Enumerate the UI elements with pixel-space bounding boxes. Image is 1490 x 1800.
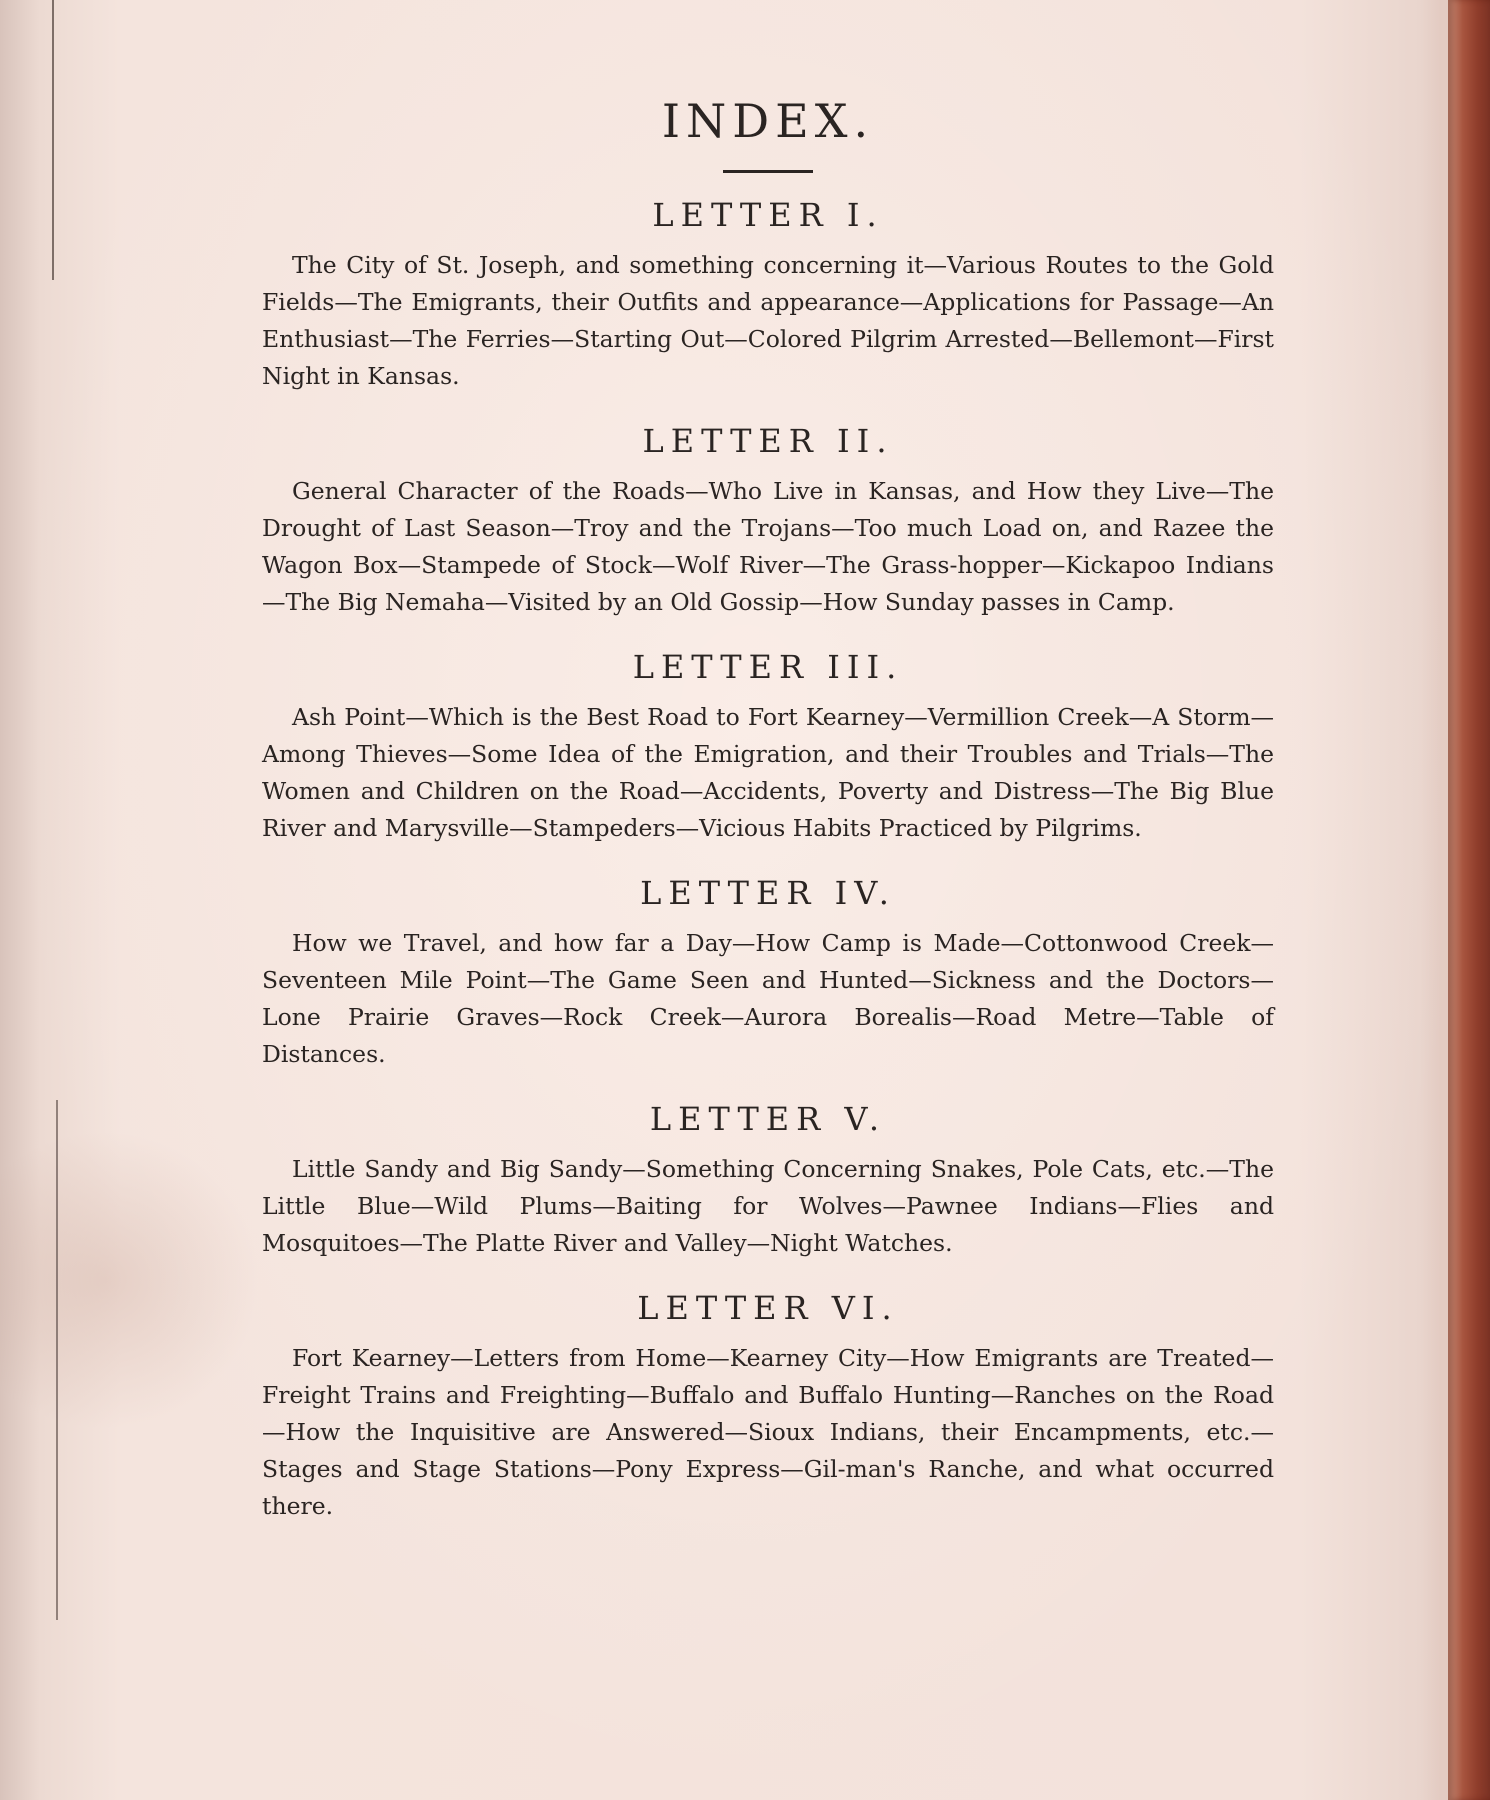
letter-heading: LETTER III.	[632, 648, 904, 686]
letter-heading: LETTER IV.	[640, 874, 896, 912]
letter-heading: LETTER VI.	[637, 1289, 899, 1327]
title-rule	[723, 170, 813, 173]
letter-summary: Little Sandy and Big Sandy—Something Concerning Snakes, Pole Cats, etc.—The Little Blue—Wild Plums—Baiting for Wolves—Pawnee Indians—Flies and Mosquitoes—The Platte River and Valley—Night Watches.	[262, 1155, 1274, 1257]
letter-section-4	[262, 873, 1274, 1073]
letter-heading: LETTER I.	[652, 196, 884, 234]
letter-summary: General Character of the Roads—Who Live in Kansas, and How they Live—The Drought of Last Season—Troy and the Trojans—Too much Load on, and Razee the Wagon Box—Stampede of Stock—Wolf River—The Grass-hopper—Kickapoo Indians—The Big Nemaha—Visited by an Old Gossip—How Sunday passes in Camp.	[262, 477, 1274, 616]
letter-section-5	[262, 1099, 1274, 1262]
letter-summary: Fort Kearney—Letters from Home—Kearney City—How Emigrants are Treated—Freight Trains and Freighting—Buffalo and Buffalo Hunting—Ranches on the Road—How the Inquisitive are Answered—Sioux Indians, their Encampments, etc.—Stages and Stage Stations—Pony Express—Gil-man's Ranche, and what occurred there.	[262, 1344, 1274, 1520]
letter-summary: The City of St. Joseph, and something concerning it—Various Routes to the Gold Fields—The Emigrants, their Outfits and appearance—Applications for Passage—An Enthusiast—The Ferries—Starting Out—Colored Pilgrim Arrested—Bellemont—First Night in Kansas.	[262, 251, 1274, 390]
letter-section-3	[262, 647, 1274, 847]
letter-summary: How we Travel, and how far a Day—How Camp is Made—Cottonwood Creek—Seventeen Mile Point—The Game Seen and Hunted—Sickness and the Doctors—Lone Prairie Graves—Rock Creek—Aurora Borealis—Road Metre—Table of Distances.	[262, 929, 1274, 1068]
letter-heading: LETTER V.	[649, 1100, 887, 1138]
gutter-crease-bottom	[56, 1100, 58, 1620]
letter-section-6	[262, 1288, 1274, 1525]
index-content	[262, 80, 1274, 1551]
letter-section-2	[262, 421, 1274, 621]
page-title: INDEX.	[661, 94, 875, 148]
book-binding-edge	[1448, 0, 1490, 1800]
letter-summary: Ash Point—Which is the Best Road to Fort Kearney—Vermillion Creek—A Storm—Among Thieves—Some Idea of the Emigration, and their Troubles and Trials—The Women and Children on the Road—Accidents, Poverty and Distress—The Big Blue River and Marysville—Stampeders—Vicious Habits Practiced by Pilgrims.	[262, 703, 1274, 842]
water-stain	[0, 1130, 260, 1430]
letter-section-1	[262, 195, 1274, 395]
letter-heading: LETTER II.	[642, 422, 894, 460]
gutter-crease-top	[52, 0, 54, 280]
